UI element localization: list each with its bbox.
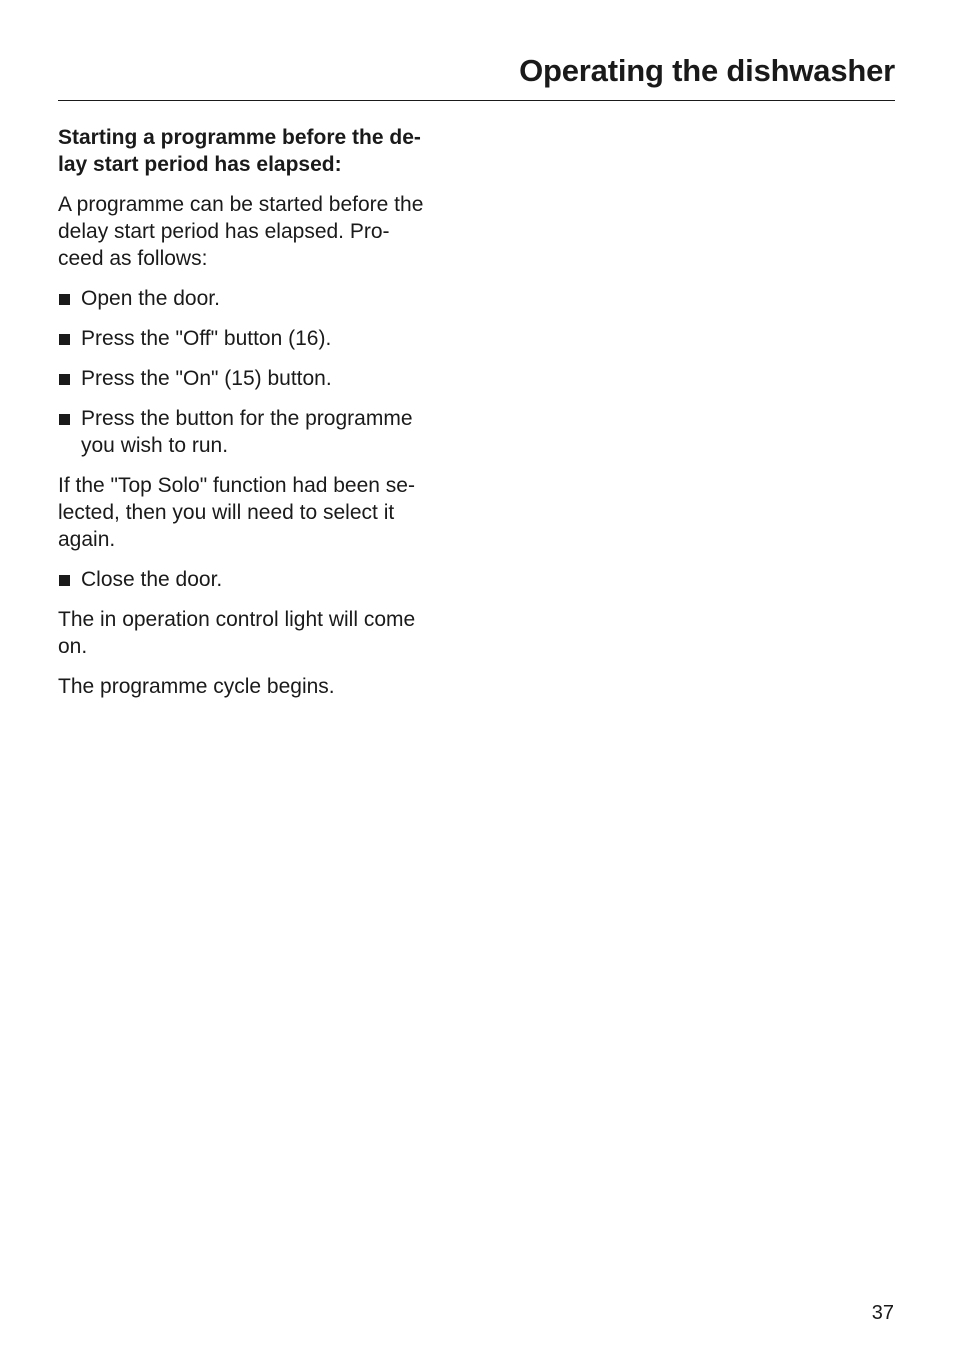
control-light-line-2: on. [58,635,88,658]
section-heading [58,124,470,178]
main-content [58,124,470,713]
square-bullet-icon [59,294,70,305]
control-light-line-1: The in operation control light will come [58,608,416,631]
note-line-1: If the "Top Solo" function had been se- [58,474,415,497]
square-bullet-icon [59,334,70,345]
step-text: Close the door. [81,568,223,591]
intro-line-3: ceed as follows: [58,247,208,270]
page-number: 37 [871,1302,894,1324]
top-solo-note [58,472,470,553]
intro-line-1: A programme can be started before the [58,193,424,216]
step-press-on [58,365,470,392]
step-close-door [58,566,470,593]
square-bullet-icon [59,374,70,385]
note-line-2: lected, then you will need to select it [58,501,395,524]
cycle-begins-paragraph: The programme cycle begins. [58,675,335,698]
control-light-paragraph [58,606,470,660]
intro-line-2: delay start period has elapsed. Pro- [58,220,390,243]
square-bullet-icon [59,414,70,425]
section-heading-line-2: lay start period has elapsed: [58,153,342,176]
note-line-3: again. [58,528,116,551]
step-text-line-2: you wish to run. [81,434,229,457]
header-divider [58,100,895,101]
intro-paragraph [58,191,470,272]
step-select-programme [58,405,470,459]
step-press-off [58,325,470,352]
step-text: Open the door. [81,287,220,310]
square-bullet-icon [59,575,70,586]
step-text: Press the "On" (15) button. [81,367,332,390]
step-text-line-1: Press the button for the programme [81,407,413,430]
page-title: Operating the dishwasher [519,53,895,88]
section-heading-line-1: Starting a programme before the de- [58,126,421,149]
step-open-door [58,285,470,312]
step-text: Press the "Off" button (16). [81,327,332,350]
